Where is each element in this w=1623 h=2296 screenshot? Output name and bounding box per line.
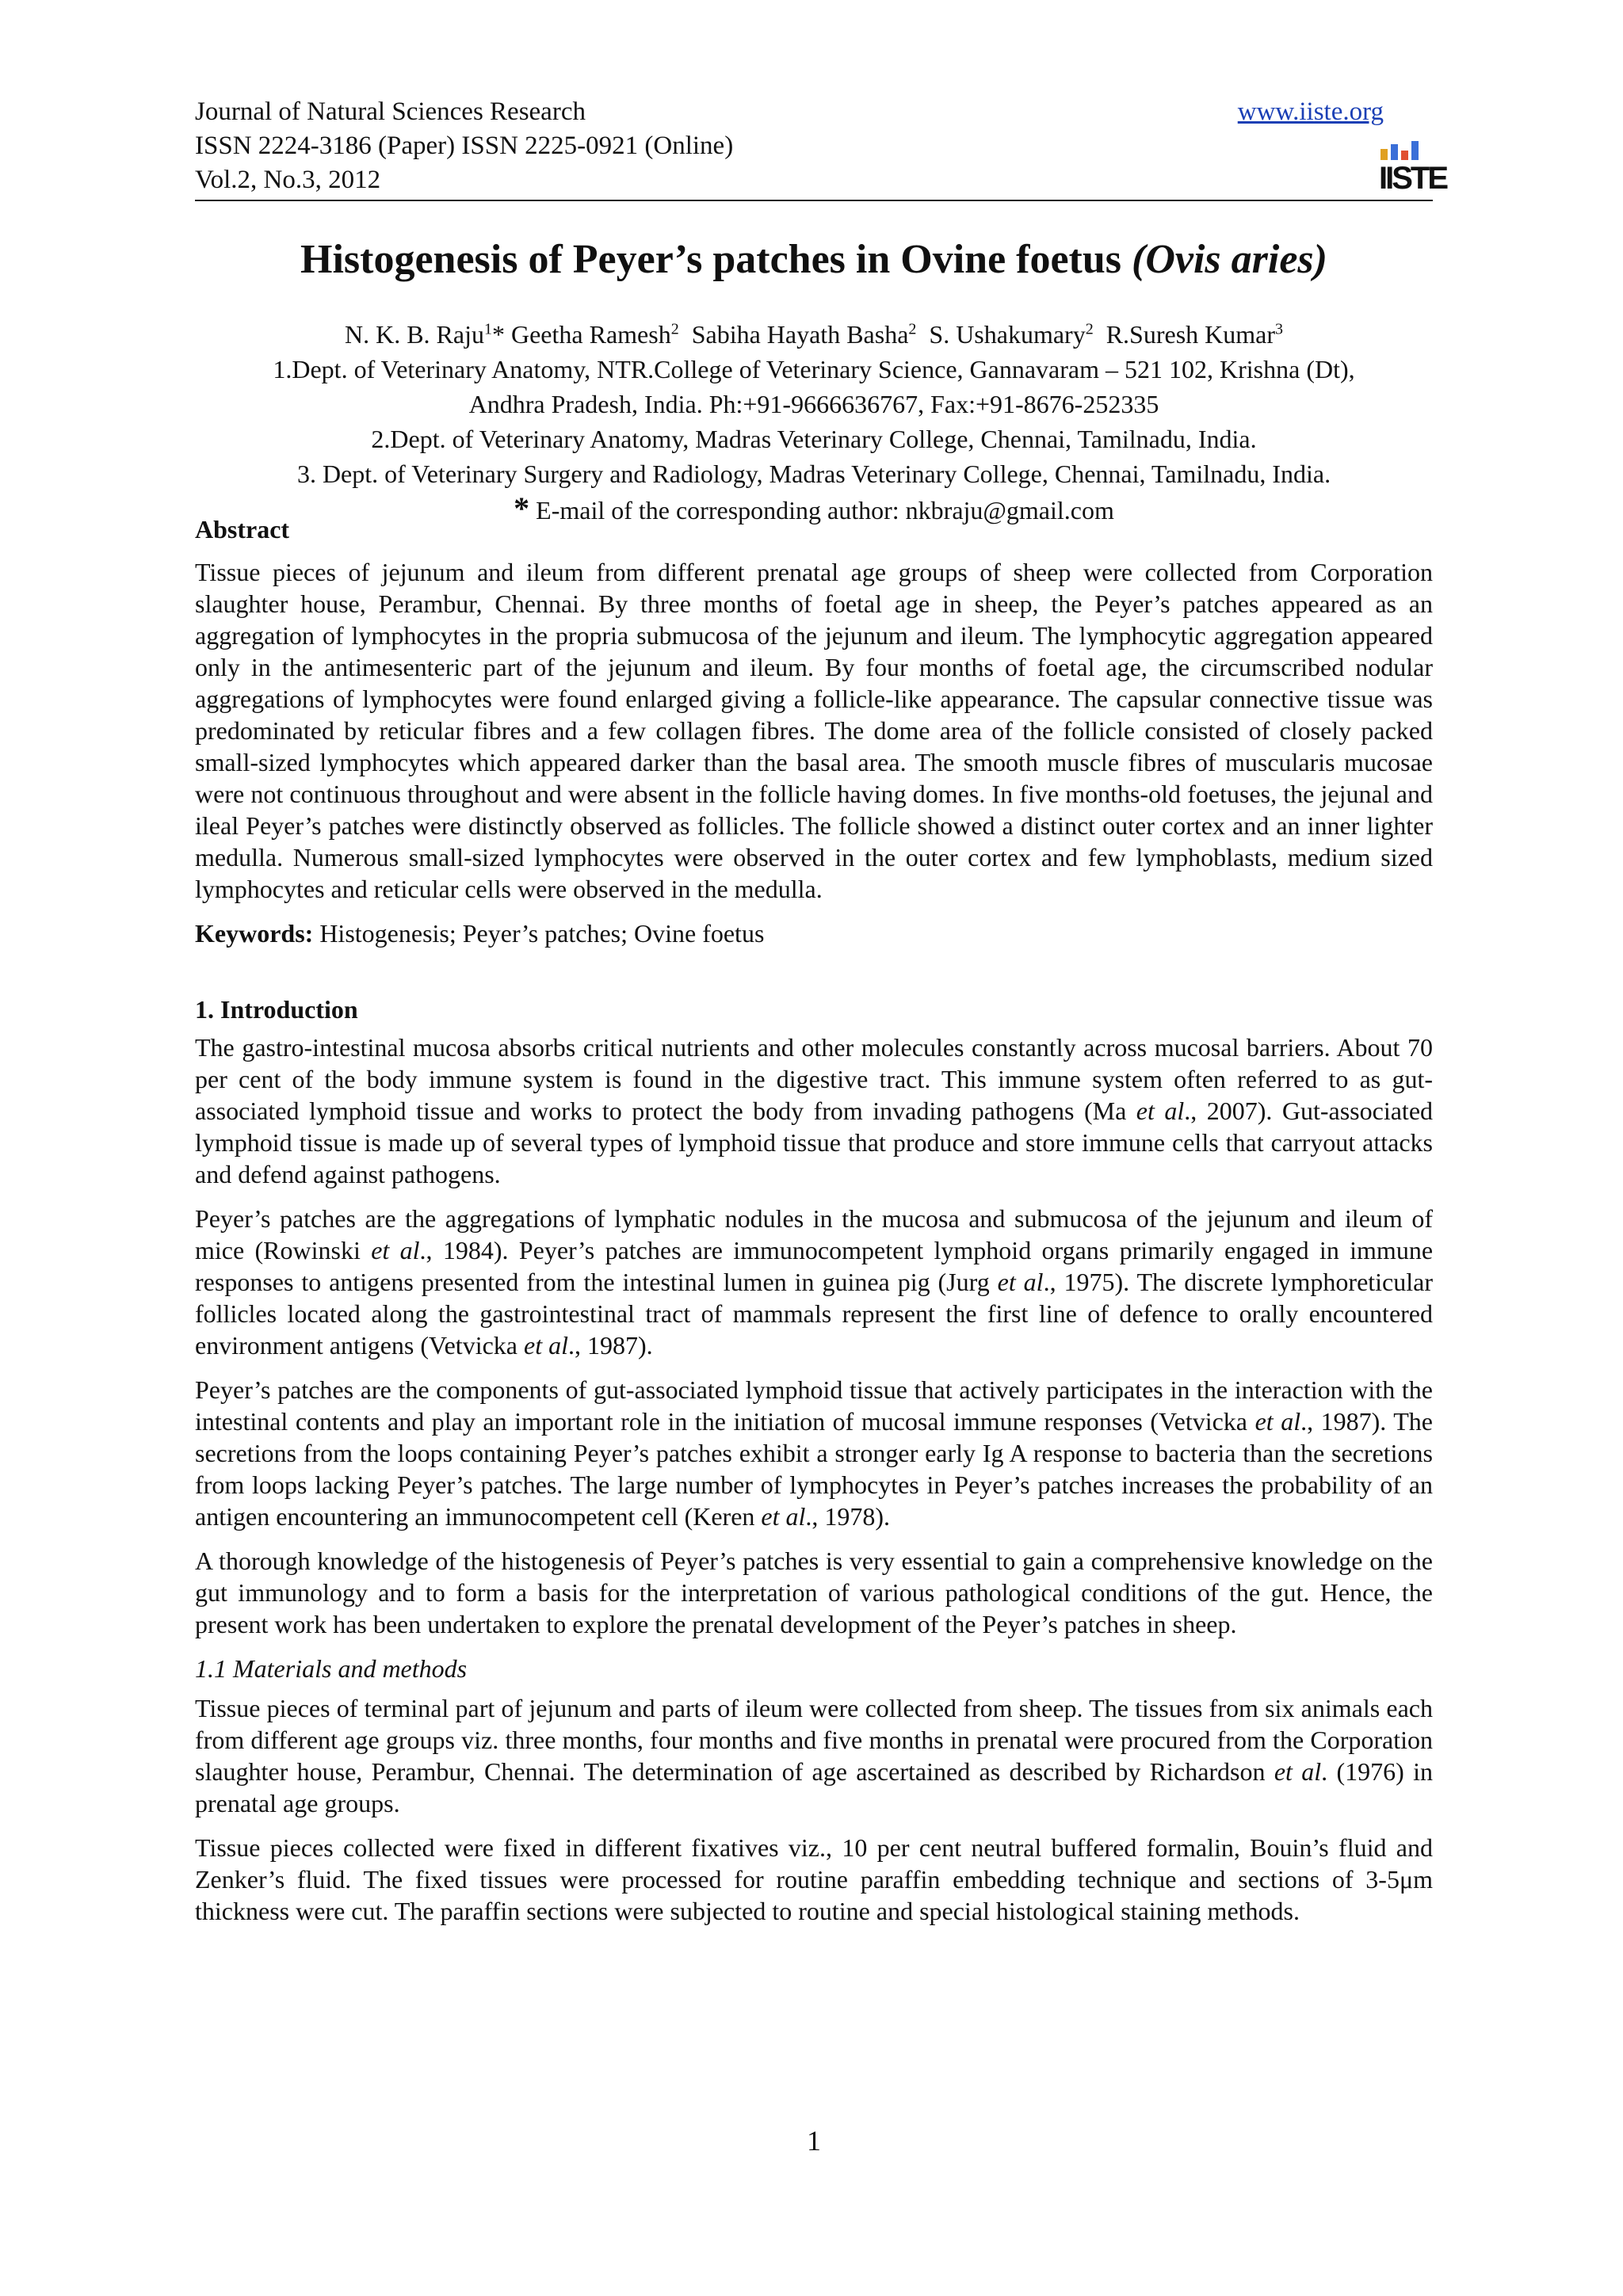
title-latin: (Ovis aries) bbox=[1132, 237, 1327, 282]
journal-volume: Vol.2, No.3, 2012 bbox=[195, 166, 381, 194]
paper-body bbox=[195, 513, 1433, 1939]
intro-paragraph-4: A thorough knowledge of the histogenesis of Peyer’s patches is very essential to gain a comprehensive knowledge on the gut immunology and to form a basis for the interpretation of various pathological conditions of the gut. Hence, the present work has been undertaken to explore the prenatal development of the Peyer’s patches in sheep. bbox=[195, 1547, 1433, 1638]
affiliation-2: 2.Dept. of Veterinary Anatomy, Madras Veterinary College, Chennai, Tamilnadu, India. bbox=[371, 425, 1257, 453]
corresponding-email: * E-mail of the corresponding author: nkbraju@gmail.com bbox=[514, 490, 1114, 526]
author-names: N. K. B. Raju$^1$* Geetha Ramesh$^2$ Sabiha Hayath Basha$^2$ S. Ushakumary$^2$ R.Suresh Kumar$^3$ bbox=[344, 320, 1284, 349]
abstract-heading: Abstract bbox=[195, 515, 290, 543]
intro-paragraph-2: Peyer’s patches are the aggregations of lymphatic nodules in the mucosa and submucosa of the jejunum and ileum of mice (Rowinski et al., 1984). Peyer’s patches are immunocompetent lymphoid organs primarily engaged in immune responses to antigens presented from the intestinal lumen in guinea pig (Jurg et al., 1975). The discrete lymphoreticular follicles located along the gastrointestinal tract of mammals represent the first line of defence to orally encountered environment antigens (Vetvicka et al., 1987). bbox=[195, 1204, 1434, 1360]
abstract-text: Tissue pieces of jejunum and ileum from different prenatal age groups of sheep were collected from Corporation slaughter house, Perambur, Chennai. By three months of foetal age in sheep, the Peyer’s patches appeared as an aggregation of lymphocytes in the propria submucosa of the jejunum and ileum. The lymphocytic aggregation appeared only in the antimesenteric part of the jejunum and ileum. By four months of foetal age, the circumscribed nodular aggregations of lymphocytes were found enlarged giving a follicle-like appearance. The capsular connective tissue was predominated by reticular fibres and a few collagen fibres. The dome area of the follicle consisted of closely packed small-sized lymphocytes which appeared darker than the basal area. The smooth muscle fibres of muscularis mucosae were not continuous throughout and were absent in the follicle having domes. In five months-old foetuses, the jejunal and ileal Peyer’s patches were distinctly observed as follicles. The follicle showed a distinct outer cortex and an inner lighter medulla. Numerous small-sized lymphocytes were observed in the outer cortex and few lymphoblasts, medium sized lymphocytes and reticular cells were observed in the medulla. bbox=[195, 558, 1433, 903]
logo-bars-icon bbox=[1379, 139, 1423, 160]
methods-paragraph-2: Tissue pieces collected were fixed in different fixatives viz., 10 per cent neutral buffered formalin, Bouin’s fluid and Zenker’s fluid. The fixed tissues were processed for routine paraffin embedding technique and sections of 3-5μm thickness were cut. The paraffin sections were subjected to routine and special histological staining methods. bbox=[195, 1833, 1433, 1925]
keywords: Keywords: Histogenesis; Peyer’s patches; Ovine foetus bbox=[195, 919, 765, 948]
title-main: Histogenesis of Peyer’s patches in Ovine foetus bbox=[300, 237, 1132, 282]
iiste-logo bbox=[1379, 139, 1447, 196]
header-divider bbox=[195, 200, 1433, 201]
methods-paragraph-1: Tissue pieces of terminal part of jejunum and parts of ileum were collected from sheep. The tissues from six animals each from different age groups viz. three months, four months and five months in prenatal were procured from the Corporation slaughter house, Perambur, Chennai. The determination of age ascertained as described by Richardson et al. (1976) in prenatal age groups. bbox=[195, 1694, 1434, 1817]
logo-wordmark: IISTE bbox=[1379, 161, 1447, 196]
methods-heading: 1.1 Materials and methods bbox=[195, 1654, 468, 1683]
intro-paragraph-3: Peyer’s patches are the components of gut-associated lymphoid tissue that actively participates in the interaction with the intestinal contents and play an important role in the initiation of mucosal immune responses (Vetvicka et al., 1987). The secretions from the loops containing Peyer’s patches exhibit a stronger early Ig A response to bacteria than the secretions from loops lacking Peyer’s patches. The large number of lymphocytes in Peyer’s patches increases the probability of an antigen encountering an immunocompetent cell (Keren et al., 1978). bbox=[195, 1375, 1434, 1531]
journal-name: Journal of Natural Sciences Research bbox=[195, 97, 586, 126]
intro-paragraph-1: The gastro-intestinal mucosa absorbs critical nutrients and other molecules constantly across mucosal barriers. About 70 per cent of the body immune system is found in the digestive tract. This immune system often referred to as gut-associated lymphoid tissue and works to protect the body from invading pathogens (Ma et al., 2007). Gut-associated lymphoid tissue is made up of several types of lymphoid tissue that produce and store immune cells that carryout attacks and defend against pathogens. bbox=[195, 1033, 1434, 1188]
paper-title bbox=[195, 235, 1433, 285]
affiliation-1: 1.Dept. of Veterinary Anatomy, NTR.College of Veterinary Science, Gannavaram – 521 102, Krishna (Dt), bbox=[273, 355, 1355, 383]
introduction-heading: 1. Introduction bbox=[195, 995, 358, 1024]
author-block bbox=[195, 317, 1433, 528]
affiliation-1-cont: Andhra Pradesh, India. Ph:+91-9666636767, Fax:+91-8676-252335 bbox=[468, 390, 1159, 418]
journal-header bbox=[195, 95, 1447, 200]
journal-issn: ISSN 2224-3186 (Paper) ISSN 2225-0921 (Online) bbox=[195, 132, 734, 160]
affiliation-3: 3. Dept. of Veterinary Surgery and Radiology, Madras Veterinary College, Chennai, Tamilnadu, India. bbox=[296, 460, 1331, 488]
journal-url-link[interactable]: www.iiste.org bbox=[1237, 97, 1384, 126]
page-number: 1 bbox=[807, 2125, 821, 2157]
